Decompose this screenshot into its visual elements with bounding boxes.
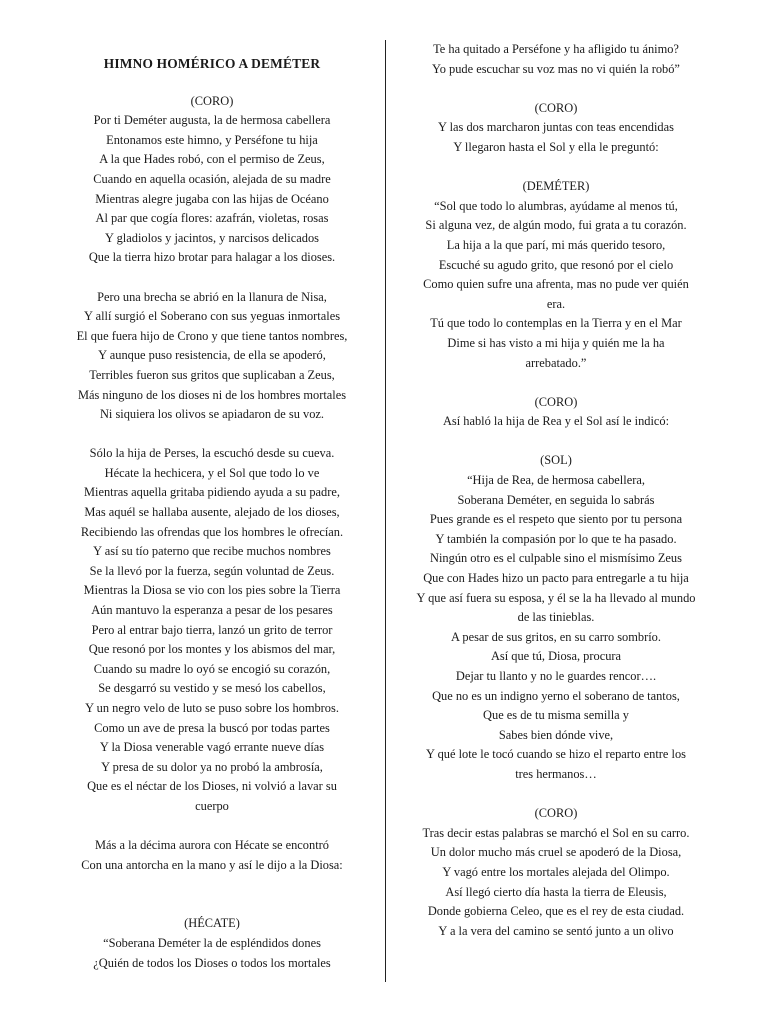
verse-line: Con una antorcha en la mano y así le dijo a la Diosa: [81, 857, 343, 872]
stanza-gap [390, 373, 722, 393]
stanza-gap [390, 432, 722, 452]
verse-line: de las tinieblas. [517, 610, 595, 625]
right-column [390, 40, 722, 941]
verse-line: Así que tú, Diosa, procura [490, 649, 622, 664]
verse-line: Cuando su madre lo oyó se encogió su corazón, [93, 661, 331, 676]
verse-line: Y vagó entre los mortales alejada del Olimpo. [442, 864, 670, 879]
speaker-label: (CORO) [534, 100, 578, 115]
verse-line: Así habló la hija de Rea y el Sol así le indicó: [442, 414, 670, 429]
stanza-gap [390, 79, 722, 99]
verse-line: Pero una brecha se abrió en la llanura de Nisa, [97, 289, 327, 304]
left-column [40, 54, 384, 973]
verse-line: Un dolor mucho más cruel se apoderó de la Diosa, [430, 845, 682, 860]
stanza-gap [390, 785, 722, 805]
verse-line: Terribles fueron sus gritos que suplicaban a Zeus, [89, 367, 335, 382]
verse-line: arrebatado.” [525, 355, 587, 370]
verse-line: Escuché su agudo grito, que resonó por el cielo [438, 257, 674, 272]
verse-line: Y que así fuera su esposa, y él se la ha llevado al mundo [416, 590, 696, 605]
verse-line: Ningún otro es el culpable sino el mismísimo Zeus [430, 551, 682, 566]
verse-line: “Sol que todo lo alumbras, ayúdame al menos tú, [434, 198, 678, 213]
verse-line: Mientras la Diosa se vio con los pies sobre la Tierra [83, 583, 341, 598]
verse-line: Si alguna vez, de algún modo, fui grata a tu corazón. [425, 218, 687, 233]
verse-line: Y qué lote le tocó cuando se hizo el reparto entre los [426, 747, 686, 762]
stanza-gap [40, 875, 384, 914]
verse-line: Dejar tu llanto y no le guardes rencor…. [455, 669, 657, 683]
verse-line: Pero al entrar bajo tierra, lanzó un grito de terror [91, 622, 333, 637]
stanza-gap [40, 425, 384, 445]
verse-line: Y un negro velo de luto se puso sobre los hombros. [85, 701, 339, 715]
verse-line: Te ha quitado a Perséfone y ha afligido tu ánimo? [433, 42, 679, 56]
verse-line: Que es el néctar de los Dioses, ni volvió a lavar su [87, 779, 337, 794]
verse-line: “Hija de Rea, de hermosa cabellera, [467, 473, 645, 488]
stanza-gap [40, 817, 384, 837]
verse-line: Que no es un indigno yerno el soberano de tantos, [432, 688, 680, 703]
verse-line: Mientras alegre jugaba con las hijas de Océano [95, 191, 329, 206]
verse-line: El que fuera hijo de Crono y que tiene tantos nombres, [76, 328, 348, 343]
verse-line: Como un ave de presa la buscó por todas partes [94, 720, 330, 735]
stanza-gap [390, 158, 722, 178]
verse-line: tres hermanos… [515, 766, 597, 781]
speaker-label: (HÉCATE) [184, 916, 240, 931]
verse-line: Así llegó cierto día hasta la tierra de Eleusis, [445, 884, 667, 899]
verse-line: Aún mantuvo la esperanza a pesar de los pesares [91, 603, 333, 618]
verse-line: Sabes bien dónde vive, [498, 727, 614, 742]
verse-line: Ni siquiera los olivos se apiadaron de su voz. [99, 407, 325, 422]
verse-line: Dime si has visto a mi hija y quién me la ha [447, 335, 665, 350]
verse-line: Que resonó por los montes y los abismos del mar, [88, 642, 336, 657]
verse-line: Más ninguno de los dioses ni de los hombres mortales [77, 387, 347, 402]
column-divider [385, 40, 386, 982]
speaker-label: (SOL) [540, 453, 572, 468]
verse-line: Y la Diosa venerable vagó errante nueve días [99, 740, 325, 755]
verse-line: Se la llevó por la fuerza, según voluntad de Zeus. [89, 563, 335, 578]
verse-line: Y llegaron hasta el Sol y ella le preguntó: [453, 139, 659, 154]
verse-line: Sólo la hija de Perses, la escuchó desde su cueva. [89, 446, 335, 461]
verse-line: Y a la vera del camino se sentó junto a un olivo [438, 923, 674, 938]
verse-line: A pesar de sus gritos, en su carro sombrío. [451, 629, 661, 644]
verse-line: Por ti Deméter augusta, la de hermosa cabellera [93, 113, 331, 128]
verse-line: Mientras aquella gritaba pidiendo ayuda a su padre, [84, 485, 340, 500]
verse-line: Al par que cogía flores: azafrán, violetas, rosas [95, 211, 329, 226]
speaker-label: (CORO) [190, 93, 234, 108]
verse-line: Recibiendo las ofrendas que los hombres le ofrecían. [80, 524, 344, 539]
verse-line: Pues grande es el respeto que siento por tu persona [429, 512, 683, 527]
verse-line: Que la tierra hizo brotar para halagar a los dioses. [88, 250, 336, 265]
verse-line: era. [546, 296, 566, 311]
verse-line: Y las dos marcharon juntas con teas encendidas [438, 120, 674, 135]
verse-line: Tú que todo lo contemplas en la Tierra y en el Mar [430, 316, 682, 331]
speaker-label: (DEMÉTER) [522, 179, 590, 194]
verse-line: Que es de tu misma semilla y [483, 708, 629, 723]
speaker-label: (CORO) [534, 806, 578, 821]
verse-line: A la que Hades robó, con el permiso de Zeus, [99, 152, 325, 167]
verse-line: Y gladiolos y jacintos, y narcisos delicados [105, 230, 319, 245]
verse-line: Y presa de su dolor ya no probó la ambrosía, [101, 759, 323, 774]
verse-line: Entonamos este himno, y Perséfone tu hija [106, 132, 318, 147]
verse-line: Yo pude escuchar su voz mas no vi quién la robó” [432, 61, 680, 76]
verse-line: Hécate la hechicera, y el Sol que todo lo ve [104, 465, 320, 480]
verse-line: Cuando en aquella ocasión, alejada de su madre [93, 171, 331, 186]
verse-line: Soberana Deméter, en seguida lo sabrás [457, 492, 655, 507]
verse-line: Y allí surgió el Soberano con sus yeguas inmortales [83, 309, 341, 324]
verse-line: Y así su tío paterno que recibe muchos nombres [93, 544, 331, 559]
stanza-gap [40, 268, 384, 288]
verse-line: Tras decir estas palabras se marchó el Sol en su carro. [422, 825, 690, 840]
verse-line: Que con Hades hizo un pacto para entregarle a tu hija [423, 571, 689, 586]
speaker-label: (CORO) [534, 394, 578, 409]
verse-line: Y también la compasión por lo que te ha pasado. [435, 531, 677, 546]
verse-line: “Soberana Deméter la de espléndidos dones [103, 935, 321, 950]
verse-line: ¿Quién de todos los Dioses o todos los mortales [93, 955, 331, 970]
verse-line: cuerpo [195, 798, 229, 813]
verse-line: Se desgarró su vestido y se mesó los cabellos, [98, 681, 326, 696]
verse-line: Y aunque puso resistencia, de ella se apoderó, [98, 348, 326, 363]
verse-line: Como quien sufre una afrenta, mas no pude ver quién [423, 277, 689, 292]
document-title: HIMNO HOMÉRICO A DEMÉTER [103, 56, 321, 71]
verse-line: Más a la décima aurora con Hécate se encontró [95, 838, 329, 853]
verse-line: La hija a la que parí, mi más querido tesoro, [446, 237, 666, 252]
verse-line: Donde gobierna Celeo, que es el rey de esta ciudad. [427, 904, 685, 919]
verse-line: Mas aquél se hallaba ausente, alejado de los dioses, [84, 505, 340, 520]
